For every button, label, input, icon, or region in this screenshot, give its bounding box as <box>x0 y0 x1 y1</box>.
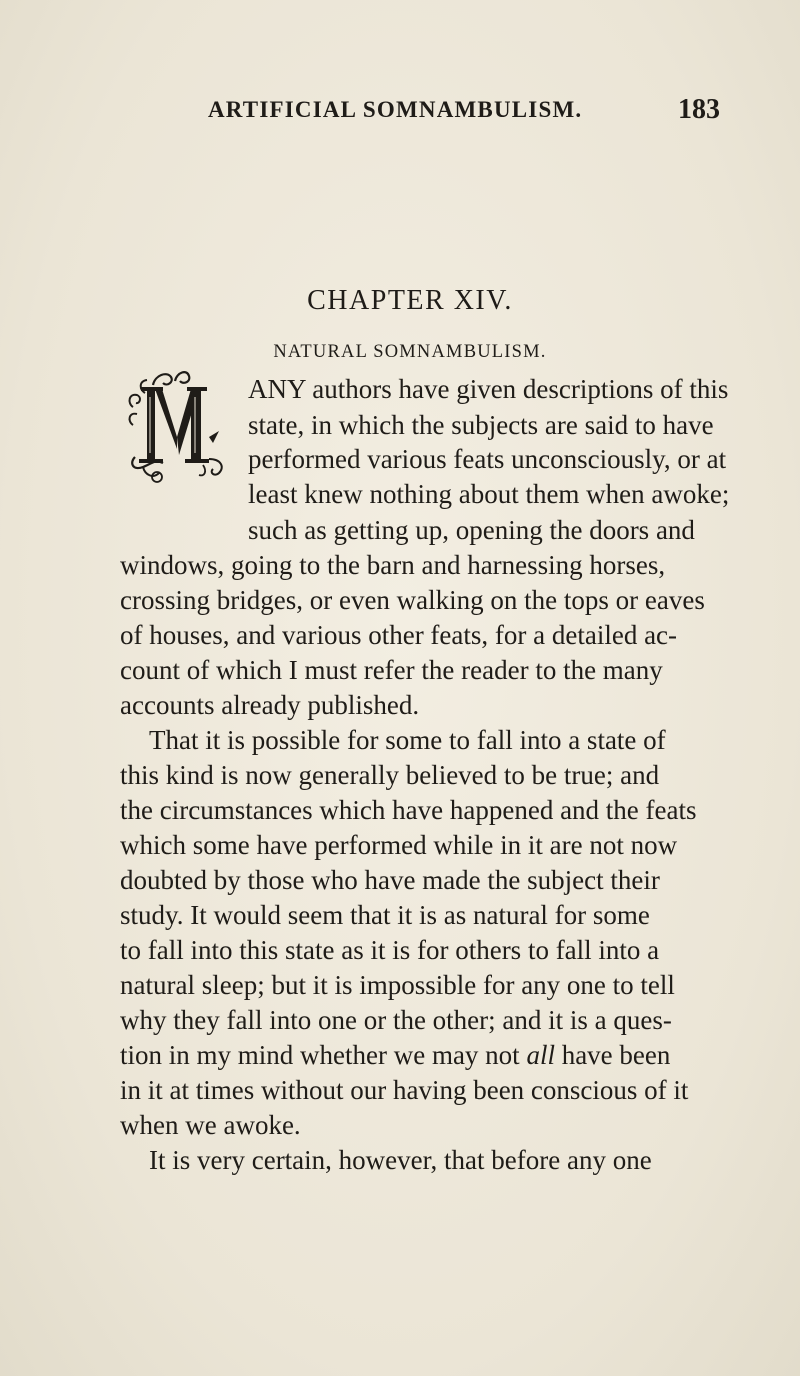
text-line: state, in which the subjects are said to have <box>248 410 714 440</box>
text-line: natural sleep; but it is impossible for any one to tell <box>120 970 675 1000</box>
text-line: which some have performed while in it are not now <box>120 830 678 860</box>
text-line: It is very certain, however, that before any one <box>149 1145 652 1175</box>
ornamental-initial-icon <box>125 367 240 483</box>
running-header <box>0 94 800 137</box>
chapter-subtitle: NATURAL SOMNAMBULISM. <box>273 342 547 362</box>
text-line: study. It would seem that it is as natural for some <box>120 900 650 930</box>
text-line: accounts already published. <box>120 690 420 720</box>
text-line: windows, going to the barn and harnessing horses, <box>120 550 666 580</box>
text-segment: have been <box>554 1040 671 1070</box>
text-line: such as getting up, opening the doors and <box>248 515 695 545</box>
text-line <box>120 1042 670 1069</box>
text-line: of houses, and various other feats, for a detailed ac- <box>120 620 678 650</box>
text-line: when we awoke. <box>120 1110 301 1140</box>
text-segment: tion in my mind whether we may not <box>120 1040 527 1070</box>
text-line: count of which I must refer the reader to the many <box>120 655 663 685</box>
running-title: ARTIFICIAL SOMNAMBULISM. <box>208 97 583 122</box>
text-line: the circumstances which have happened and the feats <box>120 795 697 825</box>
chapter-title: CHAPTER XIV. <box>307 285 513 316</box>
text-line: performed various feats unconsciously, or at <box>248 444 727 474</box>
text-line: to fall into this state as it is for others to fall into a <box>120 935 660 965</box>
text-line: this kind is now generally believed to be true; and <box>120 760 660 790</box>
text-line: ANY authors have given descriptions of this <box>248 374 729 404</box>
italic-word: all <box>526 1040 555 1070</box>
text-line: That it is possible for some to fall into a state of <box>149 725 666 755</box>
text-line: doubted by those who have made the subject their <box>120 865 660 895</box>
text-line: why they fall into one or the other; and it is a ques- <box>120 1005 672 1035</box>
text-line: least knew nothing about them when awoke; <box>248 479 730 509</box>
text-line: in it at times without our having been conscious of it <box>120 1075 689 1105</box>
page-number: 183 <box>678 94 720 125</box>
text-line: crossing bridges, or even walking on the tops or eaves <box>120 585 705 615</box>
